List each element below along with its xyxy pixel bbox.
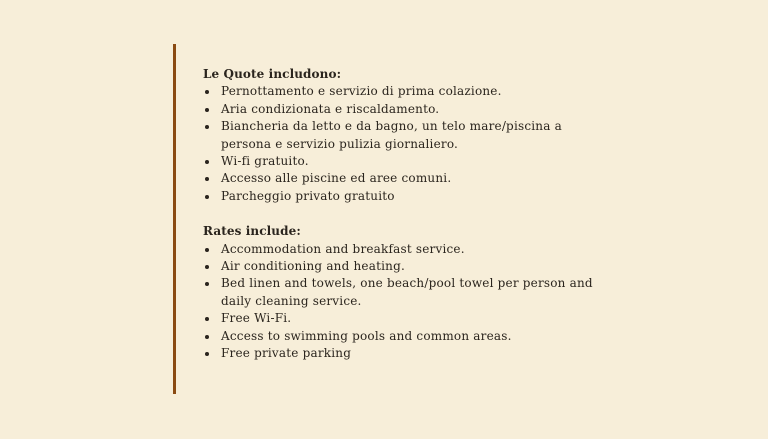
- italian-heading: Le Quote includono:: [203, 67, 342, 81]
- english-section: [203, 223, 593, 362]
- list-item: Aria condizionata e riscaldamento.: [203, 101, 593, 118]
- list-item: Parcheggio privato gratuito: [203, 188, 593, 205]
- english-heading: Rates include:: [203, 224, 301, 239]
- list-item: Accesso alle piscine ed aree comuni.: [203, 170, 593, 187]
- list-item: Free Wi-Fi.: [203, 310, 593, 327]
- list-item: Free private parking: [203, 345, 593, 362]
- list-item: Bed linen and towels, one beach/pool towel per person and daily cleaning service.: [203, 275, 593, 310]
- list-item: Biancheria da letto e da bagno, un telo mare/piscina a persona e servizio pulizia giornaliero.: [203, 118, 593, 153]
- list-item: Air conditioning and heating.: [203, 258, 593, 275]
- english-list: [203, 241, 593, 363]
- italian-section: [203, 66, 593, 205]
- vertical-accent-rule: [173, 44, 176, 394]
- italian-list: [203, 83, 593, 205]
- list-item: Pernottamento e servizio di prima colazione.: [203, 83, 593, 100]
- list-item: Accommodation and breakfast service.: [203, 241, 593, 258]
- list-item: Access to swimming pools and common areas.: [203, 328, 593, 345]
- list-item: Wi-fi gratuito.: [203, 153, 593, 170]
- rates-content: [203, 66, 593, 363]
